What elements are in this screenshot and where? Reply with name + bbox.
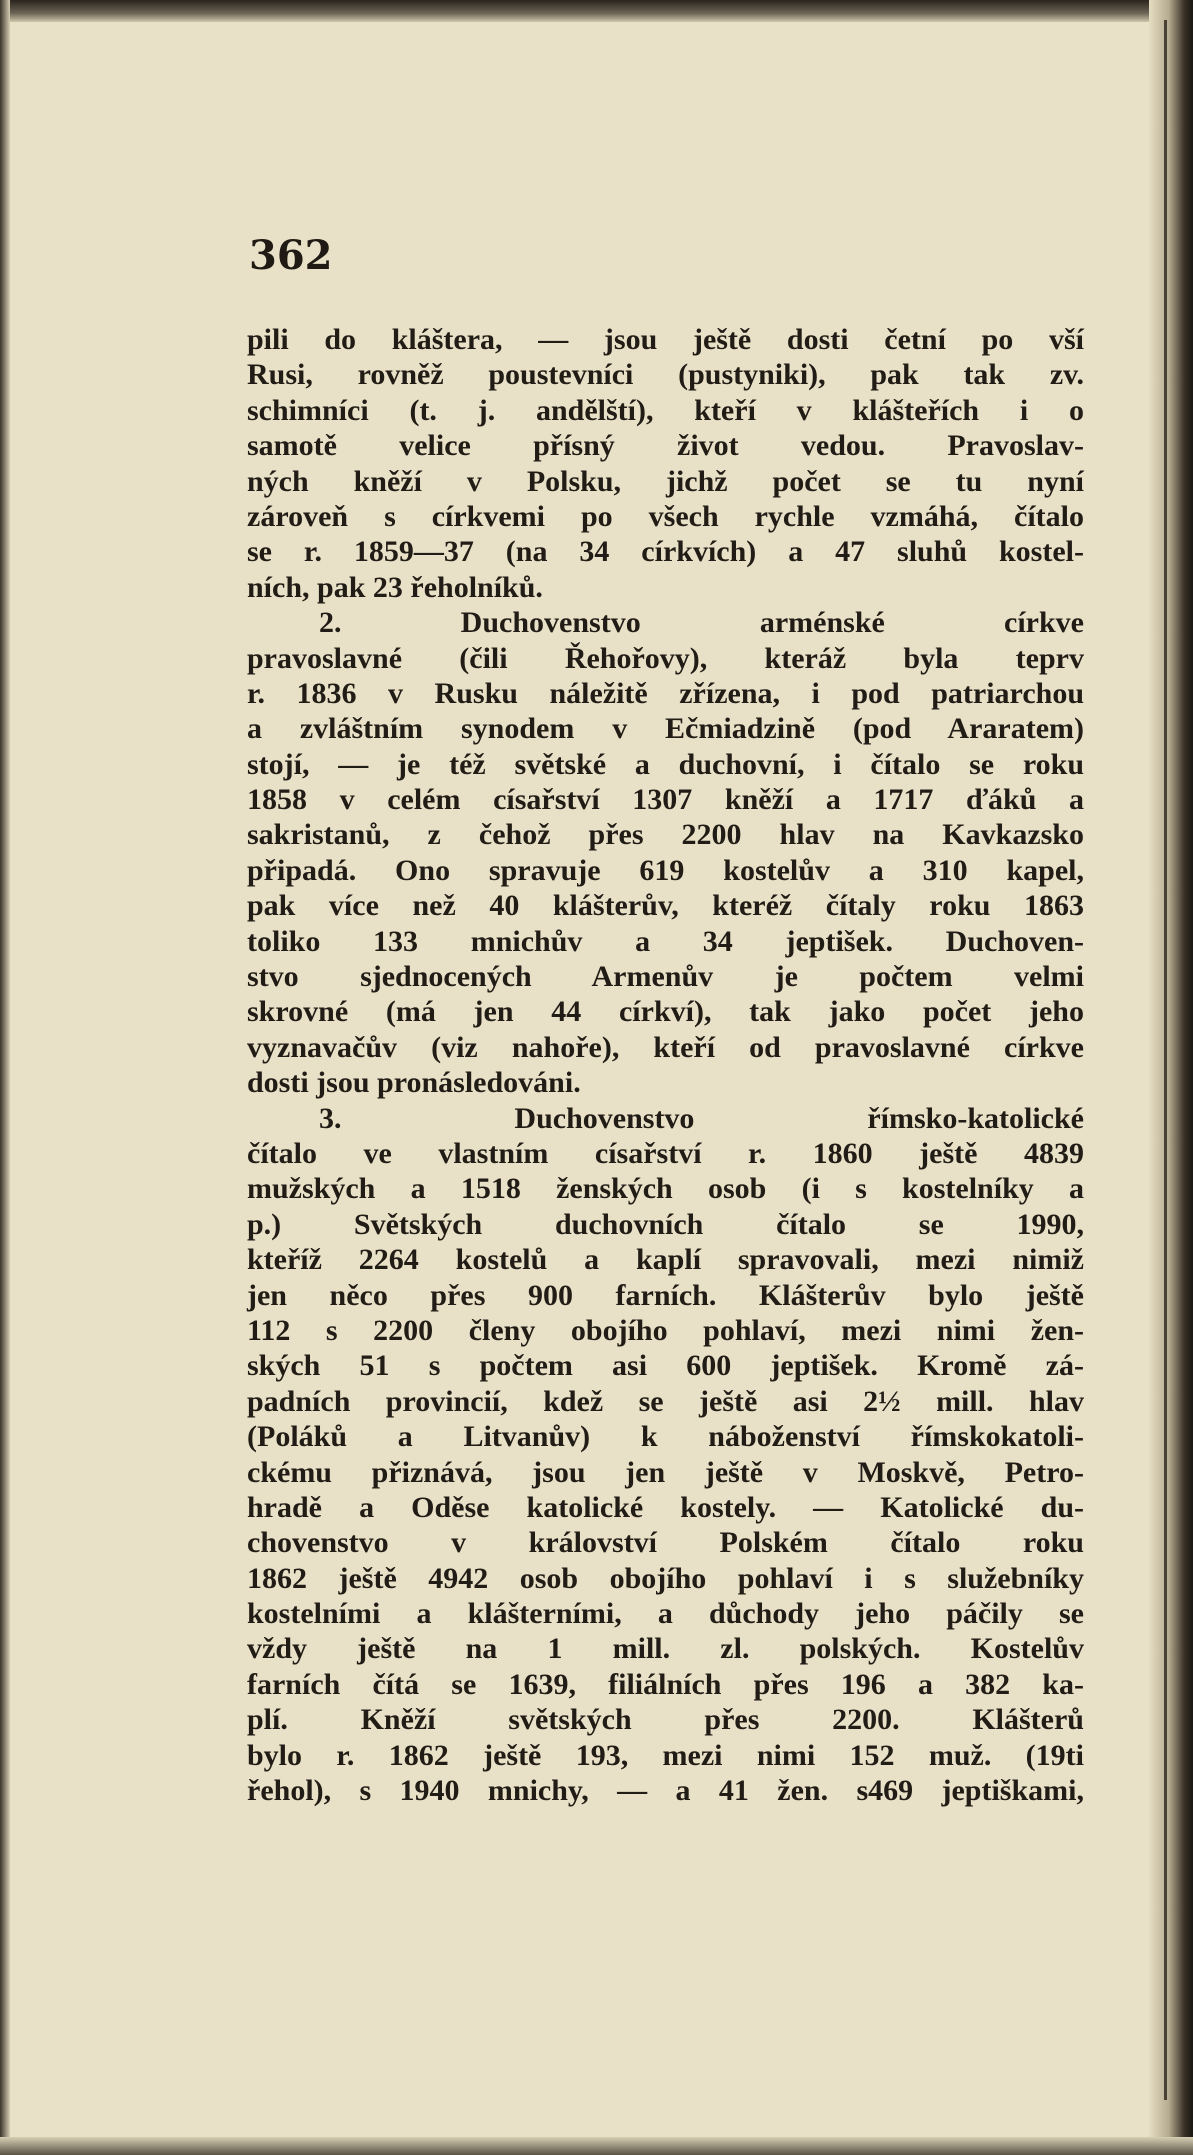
- page-number: 362: [249, 232, 333, 279]
- text-line: plí. Kněží světských přes 2200. Klášterů: [247, 1703, 1084, 1737]
- text-line: jen něco přes 900 farních. Klášterův bylo ještě: [247, 1278, 1084, 1312]
- text-line: řehol), s 1940 mnichy, — a 41 žen. s469 jeptiškami,: [247, 1774, 1084, 1808]
- text-line: stojí, — je též světské a duchovní, i čítalo se roku: [247, 747, 1084, 781]
- text-line: (Poláků a Litvanův) k náboženství římskokatoli-: [247, 1420, 1084, 1454]
- text-line: a zvláštním synodem v Ečmiadzině (pod Araratem): [247, 712, 1084, 746]
- text-line: pili do kláštera, — jsou ještě dosti četní po vší: [247, 323, 1084, 356]
- text-line: kteříž 2264 kostelů a kaplí spravovali, mezi nimiž: [247, 1243, 1084, 1277]
- text-line: pravoslavné (čili Řehořovy), kteráž byla teprv: [247, 641, 1084, 675]
- text-line: čítalo ve vlastním císařství r. 1860 ještě 4839: [247, 1136, 1084, 1170]
- body-text: [247, 322, 1084, 1808]
- text-line: kostelními a klášterními, a důchody jeho páčily se: [247, 1597, 1084, 1631]
- text-line: 1862 ještě 4942 osob obojího pohlaví i s služebníky: [247, 1561, 1084, 1595]
- text-line: farních čítá se 1639, filiálních přes 196 a 382 ka-: [247, 1667, 1084, 1701]
- text-line: dosti jsou pronásledováni.: [247, 1066, 581, 1100]
- text-line: ských 51 s počtem asi 600 jeptišek. Kromě zá-: [247, 1349, 1084, 1383]
- text-line: mužských a 1518 ženských osob (i s kostelníky a: [247, 1172, 1084, 1206]
- text-line: vždy ještě na 1 mill. zl. polských. Kostelův: [247, 1632, 1084, 1666]
- text-line: toliko 133 mnichův a 34 jeptišek. Duchoven-: [247, 924, 1084, 958]
- text-line: Rusi, rovněž poustevníci (pustyniki), pak tak zv.: [247, 358, 1084, 392]
- text-line: samotě velice přísný život vedou. Pravoslav-: [247, 429, 1084, 463]
- text-line: r. 1836 v Rusku náležitě zřízena, i pod patriarchou: [247, 676, 1084, 710]
- text-line: p.) Světských duchovních čítalo se 1990,: [247, 1207, 1084, 1241]
- text-line: bylo r. 1862 ještě 193, mezi nimi 152 muž. (19ti: [247, 1738, 1084, 1772]
- text-line: hradě a Oděse katolické kostely. — Katolické du-: [247, 1490, 1084, 1524]
- text-line: ných kněží v Polsku, jichž počet se tu nyní: [247, 464, 1084, 498]
- text-line: stvo sjednocených Armenův je počtem velmi: [247, 960, 1084, 994]
- text-line: 1858 v celém císařství 1307 kněží a 1717 ďáků a: [247, 783, 1084, 817]
- text-line: ních, pak 23 řeholníků.: [247, 570, 543, 604]
- section-heading-line: 2. Duchovenstvo arménské církve: [319, 606, 1084, 640]
- text-line: skrovné (má jen 44 církví), tak jako počet jeho: [247, 995, 1084, 1029]
- text-line: chovenstvo v království Polském čítalo roku: [247, 1526, 1084, 1560]
- page-bottom-edge: [0, 2137, 1193, 2155]
- text-line: ckému přiznává, jsou jen ještě v Moskvě, Petro-: [247, 1455, 1084, 1489]
- text-line: pak více než 40 klášterův, kteréž čítaly roku 1863: [247, 889, 1084, 923]
- book-spine-shadow: [1149, 0, 1193, 2155]
- text-line: sakristanů, z čehož přes 2200 hlav na Kavkazsko: [247, 818, 1084, 852]
- text-line: 112 s 2200 členy obojího pohlaví, mezi nimi žen-: [247, 1313, 1084, 1347]
- section-heading-line: 3. Duchovenstvo římsko-katolické: [319, 1101, 1084, 1135]
- text-line: vyznavačův (viz nahoře), kteří od pravoslavné církve: [247, 1030, 1084, 1064]
- text-line: schimníci (t. j. andělští), kteří v klášteřích i o: [247, 393, 1084, 427]
- page-left-edge: [0, 0, 10, 2155]
- text-line: připadá. Ono spravuje 619 kostelův a 310 kapel,: [247, 853, 1084, 887]
- page-top-edge: [0, 0, 1193, 22]
- text-line: se r. 1859—37 (na 34 církvích) a 47 sluhů kostel-: [247, 535, 1084, 569]
- book-spine-line: [1164, 20, 1167, 2100]
- text-line: zároveň s církvemi po všech rychle vzmáhá, čítalo: [247, 499, 1084, 533]
- text-line: padních provincií, kdež se ještě asi 2½ mill. hlav: [247, 1384, 1084, 1418]
